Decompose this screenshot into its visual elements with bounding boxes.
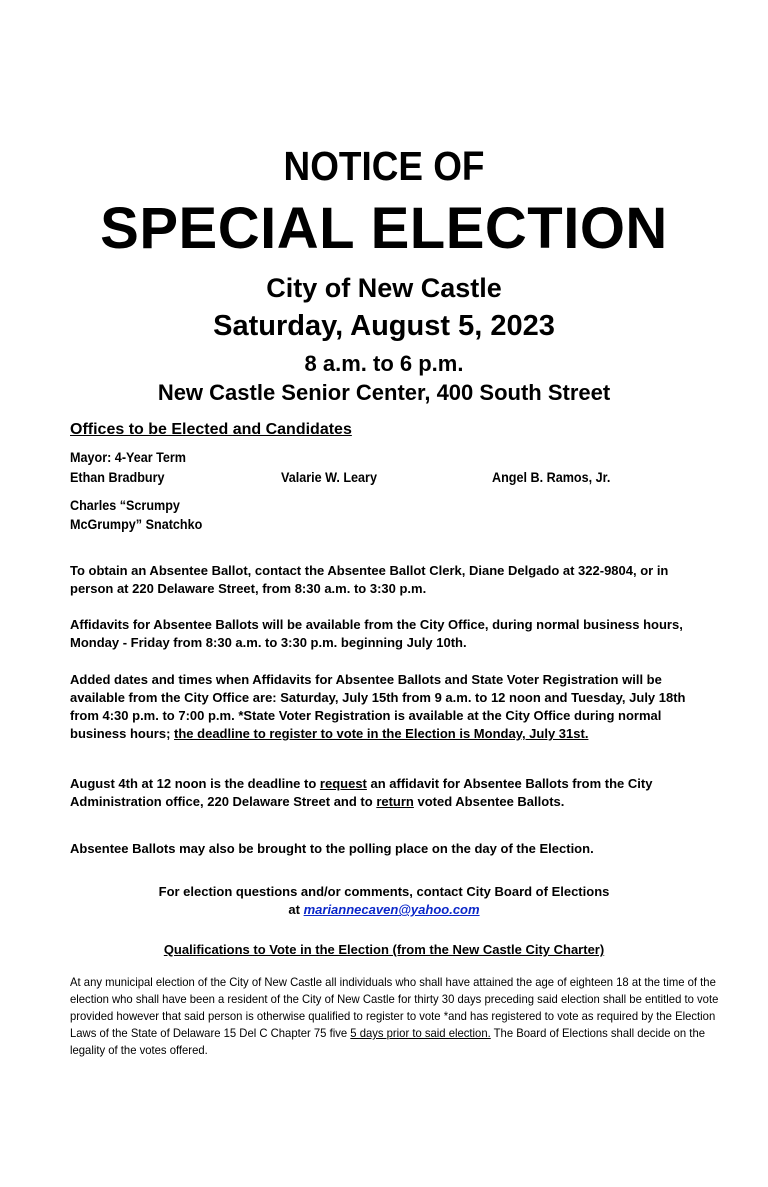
notice-title: NOTICE OF — [283, 143, 485, 189]
candidate-name: Charles “Scrumpy — [70, 497, 180, 513]
affidavit-paragraph: Affidavits for Absentee Ballots will be available from the City Office, during normal business hours, Monday - Friday from 8:30 a.m. to 3:30 p.m. beginning July 10th. — [70, 617, 683, 650]
offices-heading: Offices to be Elected and Candidates — [70, 421, 352, 438]
prior-days-emphasis: 5 days prior to said election. — [350, 1026, 491, 1040]
deadline-text: voted Absentee Ballots. — [413, 794, 565, 809]
special-election-title: SPECIAL ELECTION — [100, 196, 668, 261]
request-emphasis: request — [319, 776, 367, 791]
request-deadline-paragraph — [70, 775, 706, 811]
polling-place-paragraph: Absentee Ballots may also be brought to the polling place on the day of the Election. — [70, 841, 594, 856]
contact-at: at — [288, 902, 304, 917]
mayor-term-label: Mayor: 4-Year Term — [70, 449, 187, 465]
election-date: Saturday, August 5, 2023 — [213, 310, 555, 342]
polling-hours: 8 a.m. to 6 p.m. — [304, 351, 464, 376]
qualifications-heading: Qualifications to Vote in the Election (from the New Castle City Charter) — [163, 942, 605, 957]
candidate-name: McGrumpy” Snatchko — [70, 516, 203, 532]
candidate-name: Ethan Bradbury — [70, 469, 165, 485]
contact-line: For election questions and/or comments, contact City Board of Elections — [158, 884, 610, 899]
deadline-text: an affidavit for Absentee Ballots from the City Administration office, 220 Delaware Street and to — [70, 776, 653, 809]
qualifications-body — [70, 974, 719, 1059]
absentee-ballot-paragraph: To obtain an Absentee Ballot, contact the Absentee Ballot Clerk, Diane Delgado at 322-9804, or in person at 220 Delaware Street, from 8:30 a.m. to 3:30 p.m. — [70, 563, 669, 596]
contact-email-line — [0, 901, 768, 919]
contact-email-link[interactable]: mariannecaven@yahoo.com — [303, 902, 480, 917]
qualifications-text: At any municipal election of the City of New Castle all individuals who shall have attained the age of eighteen 18 at the time of the election who shall have been a resident of the City of New Castle for thirty 30 days preceding said election shall be entitled to vote provided however that said person is otherwise qualified to register to vote *and has registered to vote as required by the Election Laws of the State of Delaware 15 Del C Chapter 75 five — [70, 975, 719, 1040]
deadline-text: August 4th at 12 noon is the deadline to — [70, 776, 320, 791]
polling-venue: New Castle Senior Center, 400 South Street — [157, 380, 611, 405]
return-emphasis: return — [376, 794, 414, 809]
added-dates-paragraph — [70, 671, 706, 743]
candidate-name: Valarie W. Leary — [281, 469, 377, 485]
qualifications-text: The Board of Elections shall decide on the legality of the votes offered. — [70, 1026, 705, 1057]
candidate-name: Angel B. Ramos, Jr. — [492, 469, 611, 485]
added-dates-text: Added dates and times when Affidavits for Absentee Ballots and State Voter Registration will be available from the City Office are: Saturday, July 15th from 9 a.m. to 12 noon and Tuesday, July 18th from 4:30 p.m. to 7:00 p.m. *State Voter Registration is available at the City Office during normal business hours; — [70, 672, 686, 741]
city-name: City of New Castle — [266, 273, 502, 303]
registration-deadline: the deadline to register to vote in the Election is Monday, July 31st. — [174, 726, 589, 741]
